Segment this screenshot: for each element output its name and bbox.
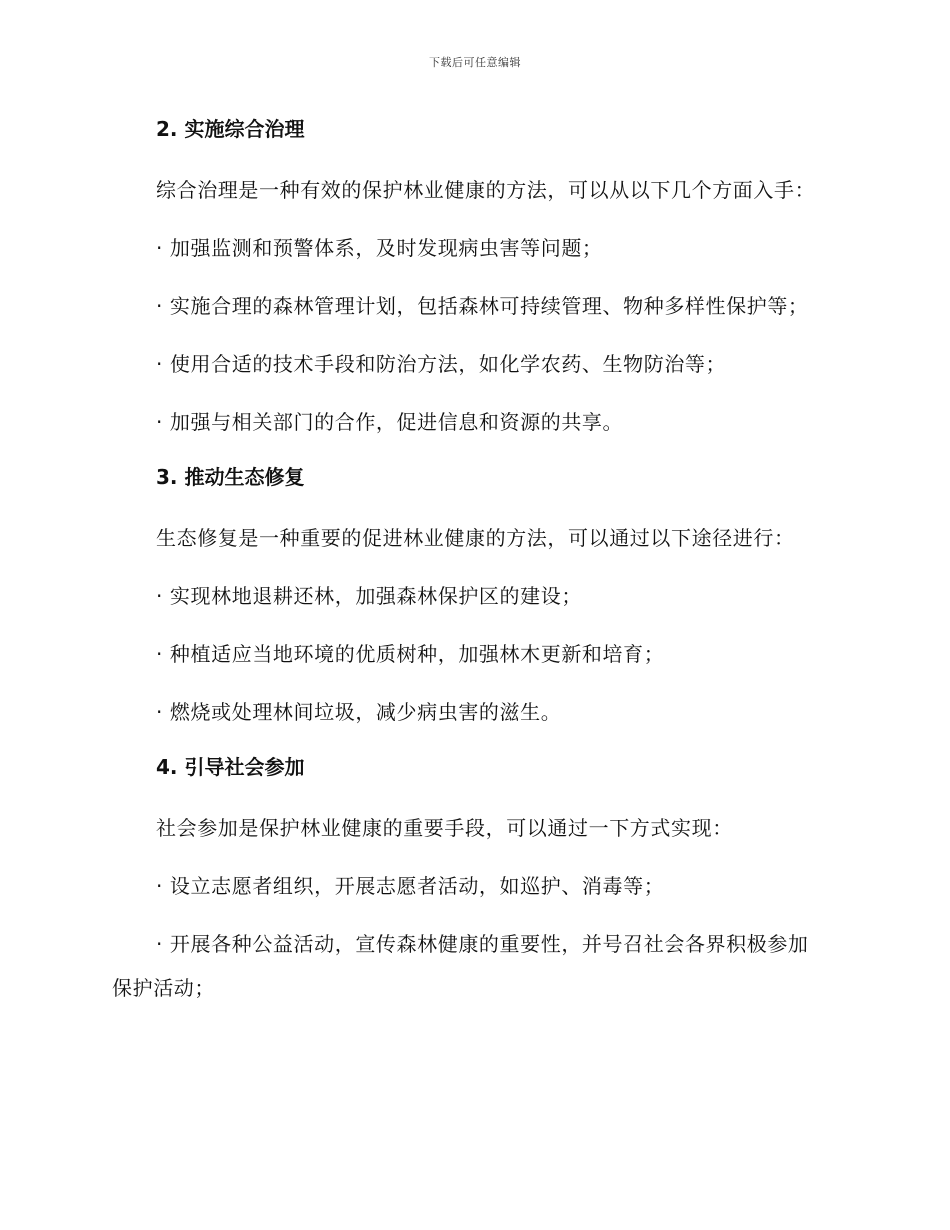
page-header-note: 下载后可任意编辑 — [429, 56, 521, 69]
bullet-item: · 使用合适的技术手段和防治方法，如化学农药、生物防治等； — [156, 352, 727, 376]
section-heading: 4. 引导社会参加 — [156, 755, 305, 779]
section-heading: 2. 实施综合治理 — [156, 117, 305, 141]
bullet-item: · 燃烧或处理林间垃圾，减少病虫害的滋生。 — [156, 700, 562, 724]
paragraph: 生态修复是一种重要的促进林业健康的方法，可以通过以下途径进行： — [156, 526, 795, 550]
section-ecological-restoration — [112, 458, 827, 734]
bullet-item: · 种植适应当地环境的优质树种，加强林木更新和培育； — [156, 642, 665, 666]
bullet-item: · 实施合理的森林管理计划，包括森林可持续管理、物种多样性保护等； — [156, 294, 809, 318]
section-heading: 3. 推动生态修复 — [156, 465, 305, 489]
bullet-item: · 设立志愿者组织，开展志愿者活动，如巡护、消毒等； — [156, 874, 665, 898]
section-social-participation — [112, 748, 827, 1010]
bullet-item: · 实现林地退耕还林，加强森林保护区的建设； — [156, 584, 582, 608]
bullet-item: · 开展各种公益活动，宣传森林健康的重要性，并号召社会各界积极参加保护活动； — [112, 932, 809, 1000]
paragraph: 社会参加是保护林业健康的重要手段，可以通过一下方式实现： — [156, 816, 733, 840]
section-integrated-governance — [112, 110, 827, 444]
bullet-item: · 加强监测和预警体系，及时发现病虫害等问题； — [156, 236, 603, 260]
bullet-item: · 加强与相关部门的合作，促进信息和资源的共享。 — [156, 410, 624, 434]
document-body — [112, 110, 827, 1010]
paragraph: 综合治理是一种有效的保护林业健康的方法，可以从以下几个方面入手： — [156, 178, 816, 202]
